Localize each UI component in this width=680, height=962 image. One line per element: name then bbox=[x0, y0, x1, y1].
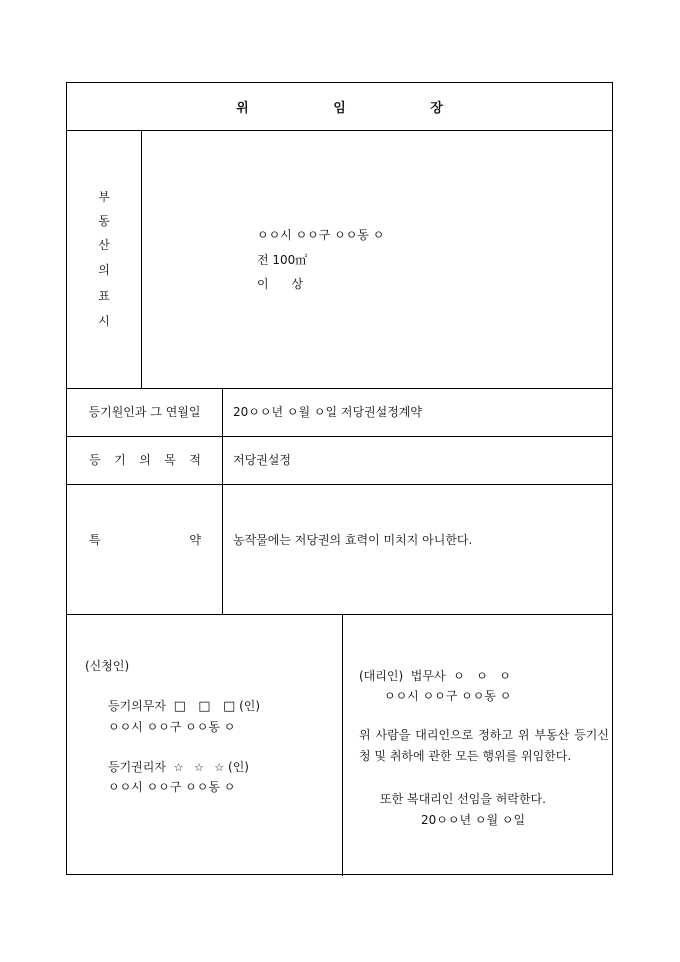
rule-label-divider bbox=[222, 388, 223, 614]
right-holder-seal: (인) bbox=[228, 760, 249, 774]
purpose-value: 저당권설정 bbox=[233, 453, 291, 467]
special-label-char: 약 bbox=[189, 533, 201, 547]
special-label-char: 특 bbox=[89, 533, 101, 547]
rule-purpose bbox=[67, 484, 612, 485]
purpose-label-char: 적 bbox=[189, 453, 201, 467]
right-holder-label: 등기권리자 bbox=[108, 760, 166, 774]
property-end-mark: 이 상 bbox=[257, 277, 304, 291]
purpose-label bbox=[89, 454, 201, 466]
obligor-address: ㅇㅇ시 ㅇㅇ구 ㅇㅇ동 ㅇ bbox=[108, 720, 236, 734]
rule-property bbox=[67, 388, 612, 389]
purpose-label-char: 기 bbox=[114, 453, 126, 467]
obligor-label: 등기의무자 bbox=[108, 699, 166, 713]
cause-label: 등기원인과 그 연월일 bbox=[88, 405, 201, 419]
purpose-label-char: 목 bbox=[164, 453, 176, 467]
property-label-char: 부 bbox=[98, 190, 110, 204]
purpose-label-char: 등 bbox=[89, 453, 101, 467]
obligor-line bbox=[108, 700, 260, 713]
property-label-char: 의 bbox=[98, 263, 110, 277]
rule-title bbox=[67, 130, 612, 131]
property-address: ㅇㅇ시 ㅇㅇ구 ㅇㅇ동 ㅇ bbox=[257, 228, 385, 242]
agent-heading: (대리인) 법무사 ㅇ ㅇ ㅇ bbox=[359, 669, 511, 683]
obligor-name-marks: □ □ □ bbox=[173, 699, 236, 714]
agent-address: ㅇㅇ시 ㅇㅇ구 ㅇㅇ동 ㅇ bbox=[384, 689, 512, 703]
sub-agent-text: 또한 복대리인 선임을 허락한다. bbox=[380, 792, 546, 806]
purpose-label-char: 의 bbox=[139, 453, 151, 467]
right-holder-name-marks: ☆ ☆ ☆ bbox=[173, 761, 225, 774]
property-label-char: 동 bbox=[98, 214, 110, 228]
property-label-char: 산 bbox=[98, 238, 110, 252]
agent-date: 20ㅇㅇ년 ㅇ월 ㅇ일 bbox=[421, 813, 526, 827]
cause-value: 20ㅇㅇ년 ㅇ월 ㅇ일 저당권설정계약 bbox=[233, 405, 423, 419]
power-of-attorney-form bbox=[66, 82, 613, 875]
applicant-heading: (신청인) bbox=[85, 659, 130, 673]
right-holder-address: ㅇㅇ시 ㅇㅇ구 ㅇㅇ동 ㅇ bbox=[108, 780, 236, 794]
special-value: 농작물에는 저당권의 효력이 미치지 아니한다. bbox=[233, 533, 473, 547]
right-holder-line bbox=[108, 761, 249, 773]
rule-signature-divider bbox=[342, 614, 343, 876]
rule-cause bbox=[67, 436, 612, 437]
document-title: 위 임 장 bbox=[236, 101, 483, 116]
property-label-char: 시 bbox=[98, 314, 110, 328]
rule-property-divider bbox=[141, 130, 142, 388]
rule-special bbox=[67, 614, 612, 615]
delegation-text: 위 사람을 대리인으로 정하고 위 부동산 등기신청 및 취하에 관한 모든 행위를 위임한다. bbox=[359, 728, 609, 763]
property-area: 전 100㎡ bbox=[257, 253, 308, 267]
special-label bbox=[89, 534, 201, 546]
property-label-char: 표 bbox=[98, 289, 110, 303]
obligor-seal: (인) bbox=[239, 699, 261, 713]
